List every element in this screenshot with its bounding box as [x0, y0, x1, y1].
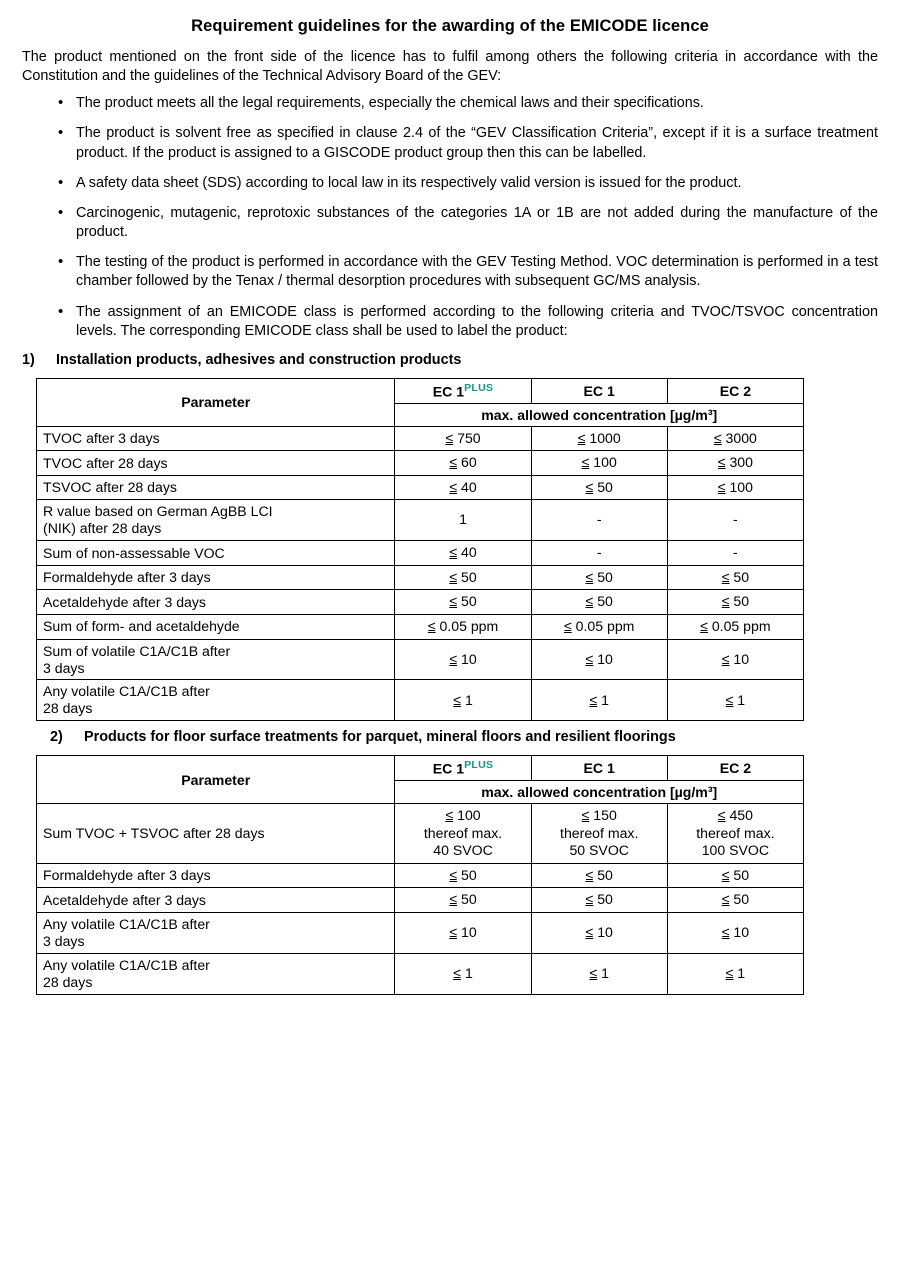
- column-header-parameter: Parameter: [37, 756, 395, 804]
- table-row: [37, 426, 804, 451]
- row-value-cell-3: ≤ 1: [667, 953, 803, 994]
- less-or-equal-symbol: ≤: [585, 478, 594, 495]
- less-or-equal-symbol: ≤: [427, 618, 436, 635]
- less-or-equal-symbol: ≤: [721, 568, 730, 585]
- table-header-row: [37, 378, 804, 403]
- row-value-cell-1: ≤ 50: [395, 565, 531, 590]
- less-or-equal-symbol: ≤: [453, 691, 462, 708]
- less-or-equal-symbol: ≤: [585, 866, 594, 883]
- section-2-table: [36, 755, 804, 994]
- row-value-cell-1: ≤ 40: [395, 475, 531, 500]
- row-value-cell-1: ≤ 50: [395, 888, 531, 913]
- less-or-equal-symbol: ≤: [585, 650, 594, 667]
- less-or-equal-symbol: ≤: [585, 568, 594, 585]
- less-or-equal-symbol: ≤: [449, 650, 458, 667]
- table-header-row: [37, 756, 804, 781]
- row-value-cell-3: ≤ 450 thereof max. 100 SVOC: [667, 803, 803, 863]
- less-or-equal-symbol: ≤: [445, 429, 454, 446]
- less-or-equal-symbol: ≤: [449, 544, 458, 561]
- row-value-cell-2: ≤ 1: [531, 680, 667, 721]
- section-1-number: 1): [22, 351, 35, 368]
- row-value-cell-1: ≤ 10: [395, 639, 531, 680]
- row-value-cell-1: ≤ 50: [395, 863, 531, 888]
- section-2-title: Products for floor surface treatments for parquet, mineral floors and resilient floorings: [84, 729, 676, 746]
- column-header-concentration: max. allowed concentration [µg/m³]: [395, 403, 804, 426]
- row-value-cell-1: ≤ 0.05 ppm: [395, 615, 531, 640]
- table-row: [37, 680, 804, 721]
- row-value-cell-2: ≤ 1: [531, 953, 667, 994]
- less-or-equal-symbol: ≤: [577, 429, 586, 446]
- row-value-cell-3: ≤ 10: [667, 913, 803, 954]
- list-item: • Carcinogenic, mutagenic, reprotoxic substances of the categories 1A or 1B are not added during the manufacture of the product.: [58, 204, 878, 242]
- row-value-cell-2: ≤ 50: [531, 863, 667, 888]
- less-or-equal-symbol: ≤: [449, 568, 458, 585]
- less-or-equal-symbol: ≤: [449, 593, 458, 610]
- row-value-cell-3: -: [667, 500, 803, 541]
- less-or-equal-symbol: ≤: [453, 964, 462, 981]
- row-value-cell-3: ≤ 50: [667, 565, 803, 590]
- less-or-equal-symbol: ≤: [449, 891, 458, 908]
- intro-paragraph: The product mentioned on the front side of the licence has to fulfil among others the following criteria in accordance with the Constitution and the guidelines of the Technical Advisory Board of the GEV:: [22, 49, 878, 85]
- list-item: • The testing of the product is performed in accordance with the GEV Testing Method. VOC determination is performed in a test chamber followed by the Tenax / thermal desorption procedures with subsequent GC/MS analysis.: [58, 253, 878, 291]
- page-title: Requirement guidelines for the awarding of the EMICODE licence: [191, 17, 709, 35]
- row-value-cell-1: ≤ 1: [395, 953, 531, 994]
- row-parameter-label: TVOC after 28 days: [37, 451, 395, 476]
- row-parameter-label: Sum of volatile C1A/C1B after 3 days: [37, 639, 395, 680]
- less-or-equal-symbol: ≤: [581, 806, 590, 823]
- less-or-equal-symbol: ≤: [721, 593, 730, 610]
- row-value-cell-3: ≤ 50: [667, 590, 803, 615]
- row-value-cell-3: ≤ 50: [667, 863, 803, 888]
- row-value-cell-3: ≤ 3000: [667, 426, 803, 451]
- row-parameter-label: Formaldehyde after 3 days: [37, 565, 395, 590]
- less-or-equal-symbol: ≤: [585, 891, 594, 908]
- less-or-equal-symbol: ≤: [713, 429, 722, 446]
- row-parameter-label: Sum of form- and acetaldehyde: [37, 615, 395, 640]
- table-row: [37, 863, 804, 888]
- less-or-equal-symbol: ≤: [717, 478, 726, 495]
- column-header-ec1plus: EC $1^{PLUS}$: [395, 756, 531, 781]
- less-or-equal-symbol: ≤: [589, 964, 598, 981]
- column-header-ec2: EC 2: [667, 756, 803, 781]
- row-value-cell-2: ≤ 1000: [531, 426, 667, 451]
- section-1-title: Installation products, adhesives and construction products: [56, 351, 462, 368]
- row-parameter-label: Any volatile C1A/C1B after 3 days: [37, 913, 395, 954]
- less-or-equal-symbol: ≤: [449, 454, 458, 471]
- less-or-equal-symbol: ≤: [721, 891, 730, 908]
- less-or-equal-symbol: ≤: [721, 866, 730, 883]
- row-parameter-label: Formaldehyde after 3 days: [37, 863, 395, 888]
- table-row: [37, 590, 804, 615]
- list-item: • The assignment of an EMICODE class is performed according to the following criteria and TVOC/TSVOC concentration levels. The corresponding EMICODE class shall be used to label the product:: [58, 303, 878, 341]
- table-row: [37, 888, 804, 913]
- less-or-equal-symbol: ≤: [449, 924, 458, 941]
- row-value-cell-2: -: [531, 500, 667, 541]
- less-or-equal-symbol: ≤: [449, 478, 458, 495]
- table-row: [37, 615, 804, 640]
- section-2-number: 2): [50, 729, 63, 746]
- row-value-cell-2: ≤ 50: [531, 590, 667, 615]
- section-1-table: [36, 378, 804, 721]
- row-value-cell-2: ≤ 10: [531, 913, 667, 954]
- row-parameter-label: Acetaldehyde after 3 days: [37, 888, 395, 913]
- row-value-cell-1: ≤ 750: [395, 426, 531, 451]
- row-value-cell-3: ≤ 0.05 ppm: [667, 615, 803, 640]
- list-item: • A safety data sheet (SDS) according to local law in its respectively valid version is issued for the product.: [58, 174, 878, 193]
- row-value-cell-1: ≤ 40: [395, 541, 531, 566]
- ec1plus-superscript: PLUS: [464, 381, 494, 394]
- less-or-equal-symbol: ≤: [445, 806, 454, 823]
- less-or-equal-symbol: ≤: [725, 691, 734, 708]
- table-row: [37, 913, 804, 954]
- list-item: • The product meets all the legal requirements, especially the chemical laws and their specifications.: [58, 94, 878, 113]
- section-2-heading: [22, 729, 878, 745]
- table-row: [37, 475, 804, 500]
- less-or-equal-symbol: ≤: [717, 806, 726, 823]
- less-or-equal-symbol: ≤: [700, 618, 708, 635]
- row-parameter-label: TVOC after 3 days: [37, 426, 395, 451]
- column-header-ec2: EC 2: [667, 378, 803, 403]
- row-value-cell-3: -: [667, 541, 803, 566]
- less-or-equal-symbol: ≤: [585, 593, 594, 610]
- row-value-cell-1: ≤ 1: [395, 680, 531, 721]
- column-header-parameter: Parameter: [37, 378, 395, 426]
- table-row: [37, 953, 804, 994]
- row-value-cell-1: ≤ 50: [395, 590, 531, 615]
- row-value-cell-2: ≤ 50: [531, 565, 667, 590]
- ec1plus-superscript: PLUS: [464, 759, 494, 772]
- column-header-ec1: EC 1: [531, 756, 667, 781]
- less-or-equal-symbol: ≤: [449, 866, 458, 883]
- column-header-ec1plus: EC $1^{PLUS}$: [395, 378, 531, 403]
- row-parameter-label: Sum TVOC + TSVOC after 28 days: [37, 803, 395, 863]
- row-value-cell-2: ≤ 50: [531, 888, 667, 913]
- row-parameter-label: TSVOC after 28 days: [37, 475, 395, 500]
- row-parameter-label: Acetaldehyde after 3 days: [37, 590, 395, 615]
- row-value-cell-2: -: [531, 541, 667, 566]
- row-parameter-label: R value based on German AgBB LCI (NIK) after 28 days: [37, 500, 395, 541]
- column-header-ec1: EC 1: [531, 378, 667, 403]
- row-value-cell-3: ≤ 100: [667, 475, 803, 500]
- row-value-cell-1: 1: [395, 500, 531, 541]
- row-value-cell-1: ≤ 10: [395, 913, 531, 954]
- less-or-equal-symbol: ≤: [563, 618, 572, 635]
- criteria-list: [22, 94, 878, 341]
- row-parameter-label: Any volatile C1A/C1B after 28 days: [37, 953, 395, 994]
- row-value-cell-2: ≤ 50: [531, 475, 667, 500]
- less-or-equal-symbol: ≤: [585, 924, 594, 941]
- less-or-equal-symbol: ≤: [581, 454, 590, 471]
- table-row: [37, 639, 804, 680]
- column-header-concentration: max. allowed concentration [µg/m³]: [395, 780, 804, 803]
- less-or-equal-symbol: ≤: [721, 650, 730, 667]
- table-row: [37, 803, 804, 863]
- list-item: • The product is solvent free as specified in clause 2.4 of the “GEV Classification Criteria”, except if it is a surface treatment product. If the product is assigned to a GISCODE product group then this can be labelled.: [58, 124, 878, 162]
- less-or-equal-symbol: ≤: [721, 924, 730, 941]
- row-value-cell-3: ≤ 10: [667, 639, 803, 680]
- row-value-cell-3: ≤ 1: [667, 680, 803, 721]
- row-parameter-label: Any volatile C1A/C1B after 28 days: [37, 680, 395, 721]
- row-value-cell-2: ≤ 150 thereof max. 50 SVOC: [531, 803, 667, 863]
- less-or-equal-symbol: ≤: [725, 964, 734, 981]
- row-value-cell-2: ≤ 0.05 ppm: [531, 615, 667, 640]
- row-value-cell-2: ≤ 10: [531, 639, 667, 680]
- section-1-heading: [22, 352, 878, 368]
- row-value-cell-1: ≤ 60: [395, 451, 531, 476]
- table-row: [37, 451, 804, 476]
- row-value-cell-3: ≤ 300: [667, 451, 803, 476]
- less-or-equal-symbol: ≤: [589, 691, 598, 708]
- table-row: [37, 541, 804, 566]
- row-value-cell-1: ≤ 100 thereof max. 40 SVOC: [395, 803, 531, 863]
- row-value-cell-3: ≤ 50: [667, 888, 803, 913]
- row-value-cell-2: ≤ 100: [531, 451, 667, 476]
- table-row: [37, 500, 804, 541]
- less-or-equal-symbol: ≤: [717, 454, 726, 471]
- table-row: [37, 565, 804, 590]
- row-parameter-label: Sum of non-assessable VOC: [37, 541, 395, 566]
